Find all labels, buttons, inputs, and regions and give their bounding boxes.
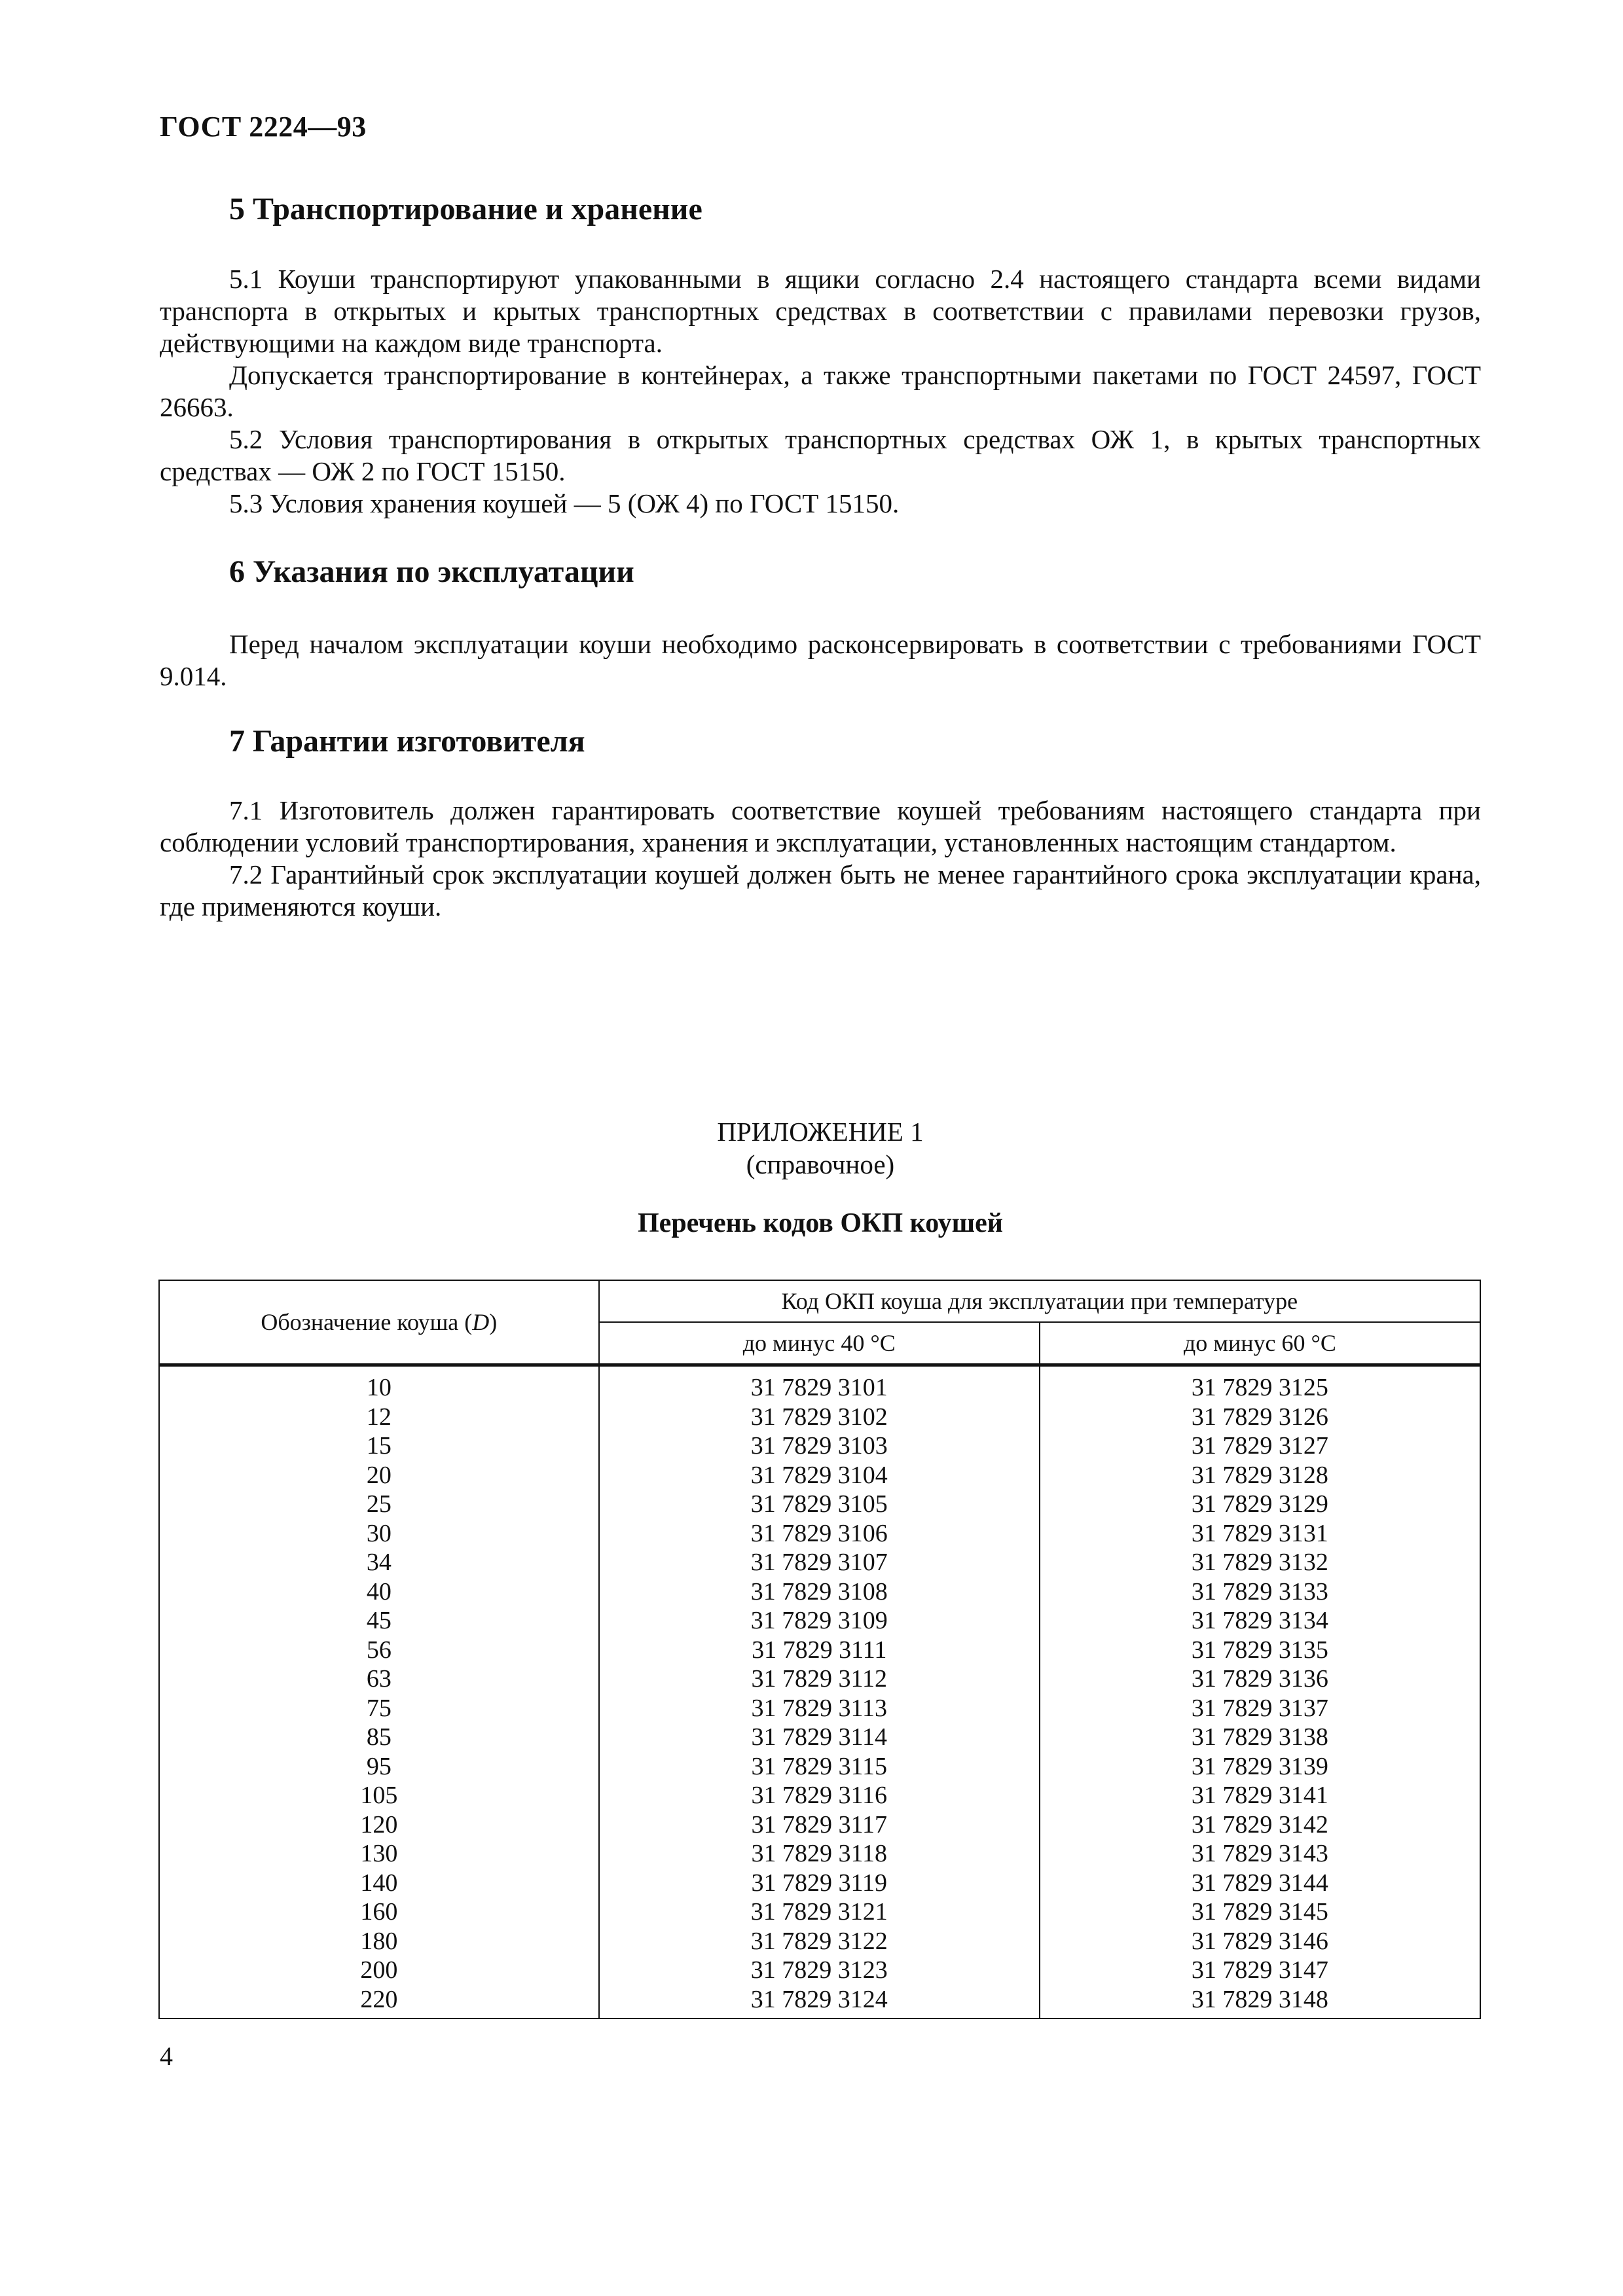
okp-minus-40-cell: 31 7829 3108 <box>599 1577 1040 1607</box>
section-6-body <box>160 628 1481 692</box>
page-number: 4 <box>160 2041 173 2071</box>
okp-minus-60-cell: 31 7829 3132 <box>1040 1548 1480 1577</box>
okp-minus-40-cell: 31 7829 3121 <box>599 1897 1040 1927</box>
okp-minus-60-cell: 31 7829 3148 <box>1040 1985 1480 2019</box>
okp-minus-60-cell: 31 7829 3131 <box>1040 1519 1480 1549</box>
okp-minus-40-cell: 31 7829 3119 <box>599 1869 1040 1898</box>
designation-cell: 63 <box>159 1664 599 1694</box>
okp-minus-40-cell: 31 7829 3111 <box>599 1636 1040 1665</box>
okp-minus-40-cell: 31 7829 3124 <box>599 1985 1040 2019</box>
okp-minus-40-cell: 31 7829 3105 <box>599 1490 1040 1519</box>
designation-cell: 75 <box>159 1694 599 1723</box>
okp-minus-60-cell: 31 7829 3137 <box>1040 1694 1480 1723</box>
appendix-heading <box>160 1115 1481 1181</box>
table-row <box>159 1664 1480 1694</box>
table-title: Перечень кодов ОКП коушей <box>638 1208 1003 1238</box>
okp-minus-60-cell: 31 7829 3145 <box>1040 1897 1480 1927</box>
table-row <box>159 1781 1480 1810</box>
table-row <box>159 1752 1480 1782</box>
okp-minus-40-cell: 31 7829 3117 <box>599 1810 1040 1840</box>
designation-cell: 95 <box>159 1752 599 1782</box>
column-header-minus-40: до минус 40 °С <box>599 1322 1040 1365</box>
designation-symbol: D <box>472 1309 490 1335</box>
table-row <box>159 1869 1480 1898</box>
table-row <box>159 1927 1480 1956</box>
okp-minus-40-cell: 31 7829 3113 <box>599 1694 1040 1723</box>
designation-cell: 56 <box>159 1636 599 1665</box>
okp-minus-40-cell: 31 7829 3118 <box>599 1839 1040 1869</box>
okp-minus-60-cell: 31 7829 3125 <box>1040 1365 1480 1403</box>
okp-minus-60-cell: 31 7829 3144 <box>1040 1869 1480 1898</box>
designation-cell: 12 <box>159 1403 599 1432</box>
section-6-title: 6 Указания по эксплуатации <box>229 554 634 589</box>
column-header-minus-60: до минус 60 °С <box>1040 1322 1480 1365</box>
appendix-label: ПРИЛОЖЕНИЕ 1 <box>717 1117 924 1147</box>
table-row <box>159 1985 1480 2019</box>
table-row <box>159 1461 1480 1490</box>
column-header-designation: Обозначение коуша (D) <box>159 1280 599 1365</box>
okp-minus-60-cell: 31 7829 3133 <box>1040 1577 1480 1607</box>
okp-minus-40-cell: 31 7829 3114 <box>599 1723 1040 1752</box>
section-7-body <box>160 795 1481 923</box>
designation-cell: 130 <box>159 1839 599 1869</box>
okp-minus-60-cell: 31 7829 3129 <box>1040 1490 1480 1519</box>
designation-cell: 40 <box>159 1577 599 1607</box>
okp-minus-60-cell: 31 7829 3139 <box>1040 1752 1480 1782</box>
paragraph-5-1: 5.1 Коуши транспортируют упакованными в ящики согласно 2.4 настоящего стандарта всеми видами транспорта в открытых и крытых транспортных средствах в соответствии с правилами перевозки грузов, действующими на каждом виде транспорта. <box>160 264 1481 358</box>
column-header-okp-group: Код ОКП коуша для эксплуатации при температуре <box>599 1280 1480 1322</box>
table-row <box>159 1956 1480 1985</box>
okp-minus-40-cell: 31 7829 3115 <box>599 1752 1040 1782</box>
okp-minus-40-cell: 31 7829 3101 <box>599 1365 1040 1403</box>
section-5-title: 5 Транспортирование и хранение <box>229 192 702 226</box>
designation-cell: 15 <box>159 1431 599 1461</box>
okp-minus-60-cell: 31 7829 3135 <box>1040 1636 1480 1665</box>
table-row <box>159 1723 1480 1752</box>
section-5-body <box>160 263 1481 520</box>
table-row <box>159 1694 1480 1723</box>
okp-minus-60-cell: 31 7829 3146 <box>1040 1927 1480 1956</box>
okp-minus-40-cell: 31 7829 3102 <box>599 1403 1040 1432</box>
appendix-note: (справочное) <box>746 1149 895 1179</box>
okp-minus-40-cell: 31 7829 3106 <box>599 1519 1040 1549</box>
table-row <box>159 1548 1480 1577</box>
column-header-designation-text: Обозначение коуша <box>261 1309 459 1335</box>
okp-minus-60-cell: 31 7829 3147 <box>1040 1956 1480 1985</box>
designation-cell: 140 <box>159 1869 599 1898</box>
table-row <box>159 1490 1480 1519</box>
okp-minus-60-cell: 31 7829 3128 <box>1040 1461 1480 1490</box>
table-row <box>159 1431 1480 1461</box>
designation-cell: 34 <box>159 1548 599 1577</box>
designation-cell: 30 <box>159 1519 599 1549</box>
okp-minus-40-cell: 31 7829 3103 <box>599 1431 1040 1461</box>
designation-cell: 120 <box>159 1810 599 1840</box>
okp-minus-60-cell: 31 7829 3138 <box>1040 1723 1480 1752</box>
okp-table-body <box>159 1365 1480 2019</box>
okp-minus-60-cell: 31 7829 3142 <box>1040 1810 1480 1840</box>
okp-minus-40-cell: 31 7829 3122 <box>599 1927 1040 1956</box>
okp-minus-40-cell: 31 7829 3112 <box>599 1664 1040 1694</box>
paragraph-6: Перед началом эксплуатации коуши необходимо расконсервировать в соответствии с требованиями ГОСТ 9.014. <box>160 629 1481 691</box>
table-row <box>159 1577 1480 1607</box>
table-row <box>159 1519 1480 1549</box>
okp-minus-40-cell: 31 7829 3123 <box>599 1956 1040 1985</box>
paragraph-7-2: 7.2 Гарантийный срок эксплуатации коушей должен быть не менее гарантийного срока эксплуатации крана, где применяются коуши. <box>160 859 1481 922</box>
okp-minus-40-cell: 31 7829 3107 <box>599 1548 1040 1577</box>
table-row <box>159 1636 1480 1665</box>
designation-cell: 20 <box>159 1461 599 1490</box>
okp-minus-60-cell: 31 7829 3126 <box>1040 1403 1480 1432</box>
table-row <box>159 1839 1480 1869</box>
okp-minus-40-cell: 31 7829 3109 <box>599 1606 1040 1636</box>
okp-minus-40-cell: 31 7829 3116 <box>599 1781 1040 1810</box>
document-code: ГОСТ 2224—93 <box>160 111 367 143</box>
table-row <box>159 1365 1480 1403</box>
okp-minus-40-cell: 31 7829 3104 <box>599 1461 1040 1490</box>
okp-minus-60-cell: 31 7829 3134 <box>1040 1606 1480 1636</box>
designation-cell: 200 <box>159 1956 599 1985</box>
designation-cell: 105 <box>159 1781 599 1810</box>
designation-cell: 85 <box>159 1723 599 1752</box>
table-row <box>159 1606 1480 1636</box>
paragraph-5-2: 5.2 Условия транспортирования в открытых транспортных средствах ОЖ 1, в крытых транспортных средствах — ОЖ 2 по ГОСТ 15150. <box>160 424 1481 486</box>
designation-cell: 10 <box>159 1365 599 1403</box>
designation-cell: 25 <box>159 1490 599 1519</box>
section-7-title: 7 Гарантии изготовителя <box>229 724 585 759</box>
table-row <box>159 1897 1480 1927</box>
okp-minus-60-cell: 31 7829 3141 <box>1040 1781 1480 1810</box>
table-row <box>159 1403 1480 1432</box>
designation-cell: 45 <box>159 1606 599 1636</box>
okp-minus-60-cell: 31 7829 3127 <box>1040 1431 1480 1461</box>
paragraph-5-3: 5.3 Условия хранения коушей — 5 (ОЖ 4) по ГОСТ 15150. <box>229 488 900 518</box>
okp-minus-60-cell: 31 7829 3136 <box>1040 1664 1480 1694</box>
designation-cell: 180 <box>159 1927 599 1956</box>
okp-codes-table <box>158 1280 1481 2019</box>
designation-cell: 220 <box>159 1985 599 2019</box>
designation-cell: 160 <box>159 1897 599 1927</box>
paragraph-5-1-note: Допускается транспортирование в контейнерах, а также транспортными пакетами по ГОСТ 24597, ГОСТ 26663. <box>160 360 1481 422</box>
okp-minus-60-cell: 31 7829 3143 <box>1040 1839 1480 1869</box>
table-row <box>159 1810 1480 1840</box>
paragraph-7-1: 7.1 Изготовитель должен гарантировать соответствие коушей требованиям настоящего стандарта при соблюдении условий транспортирования, хранения и эксплуатации, установленных настоящим стандартом. <box>160 795 1481 857</box>
